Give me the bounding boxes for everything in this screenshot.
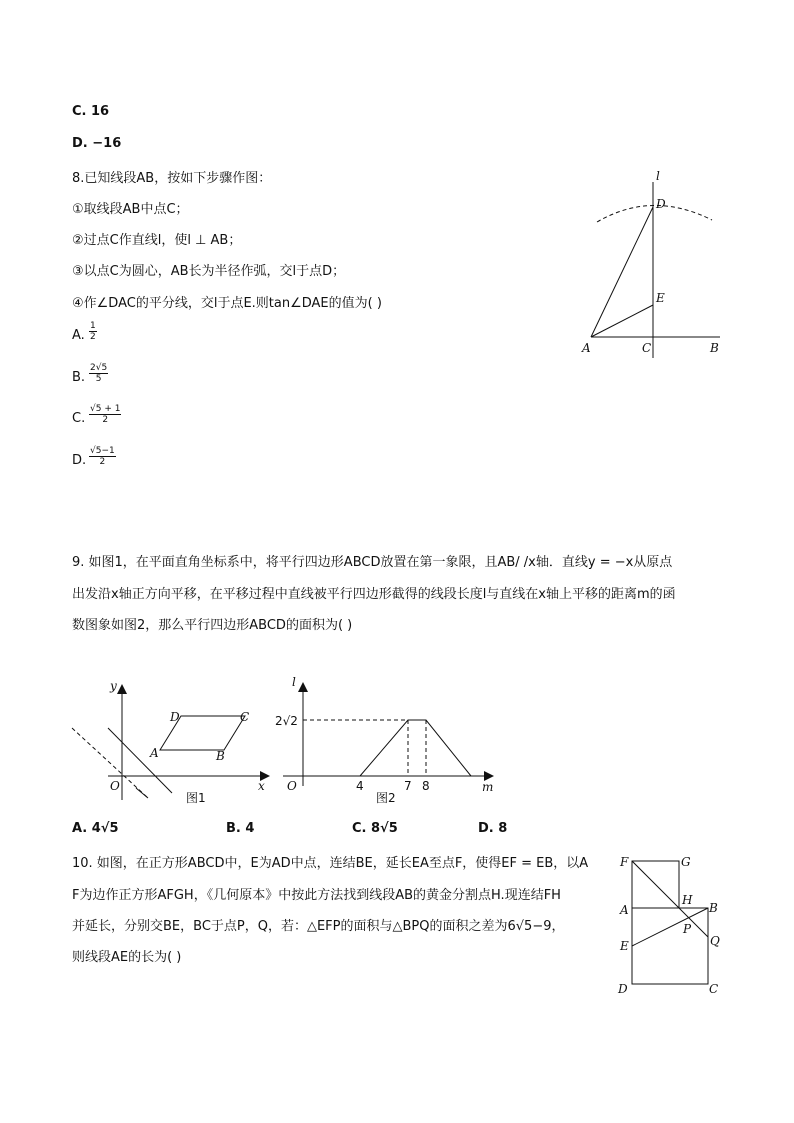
label-l: l xyxy=(292,675,296,689)
caption-fig2: 图2 xyxy=(376,791,396,805)
label-a: A xyxy=(582,341,591,355)
fraction-denominator: 2 xyxy=(90,332,96,342)
q9-option-b: B. 4 xyxy=(226,821,255,836)
q8-step3: ③以点C为圆心，AB长为半径作弧，交l于点D； xyxy=(72,264,346,279)
line-eb xyxy=(632,908,708,946)
option-letter: D. xyxy=(72,453,87,468)
tick-8: 8 xyxy=(422,779,430,793)
label-d: D xyxy=(170,710,180,724)
label-c: C xyxy=(240,710,250,724)
q9-line2: 出发沿x轴正方向平移，在平移过程中直线被平行四边形截得的线段长度l与直线在x轴上平移的距离m的函 xyxy=(72,587,676,602)
option-letter: A. xyxy=(72,328,85,343)
q9-option-a: A. 4√5 xyxy=(72,821,119,836)
label-q: Q xyxy=(710,934,720,948)
q7-option-d: D. −16 xyxy=(72,136,122,151)
label-o: O xyxy=(110,779,120,793)
caption-fig1: 图1 xyxy=(186,791,206,805)
label-x: x xyxy=(258,779,265,793)
label-a: A xyxy=(150,746,159,760)
option-letter: B. xyxy=(72,370,86,385)
label-f: F xyxy=(620,855,629,869)
label-e: E xyxy=(656,291,665,305)
tick-7: 7 xyxy=(404,779,412,793)
label-l: l xyxy=(656,169,660,183)
label-a: A xyxy=(620,903,629,917)
q9-option-d: D. 8 xyxy=(478,821,508,836)
fraction-numerator: √5−1 xyxy=(90,446,115,456)
option-letter: C. xyxy=(72,411,86,426)
fraction-numerator: 2√5 xyxy=(90,363,108,373)
fraction-denominator: 2 xyxy=(99,457,106,467)
label-e: E xyxy=(620,939,629,953)
fraction-denominator: 2 xyxy=(102,415,109,425)
label-2root2: 2√2 xyxy=(275,714,298,728)
line-fq xyxy=(632,861,708,937)
label-b: B xyxy=(710,341,719,355)
label-d: D xyxy=(618,982,628,996)
label-b: B xyxy=(709,901,718,915)
label-h: H xyxy=(682,893,693,907)
q10-line2: F为边作正方形AFGH，《几何原本》中按此方法找到线段AB的黄金分割点H.现连结FH xyxy=(72,888,561,903)
square-abcd xyxy=(632,908,708,984)
tick-4: 4 xyxy=(356,779,364,793)
label-m: m xyxy=(482,780,494,794)
fraction-numerator: 1 xyxy=(90,321,96,331)
q10-line3: 并延长，分别交BE，BC于点P，Q，若：△EFP的面积与△BPQ的面积之差为6√5−9， xyxy=(72,919,565,934)
label-b: B xyxy=(216,749,225,763)
fraction-denominator: 5 xyxy=(95,374,102,384)
q8-step4: ④作∠DAC的平分线，交l于点E.则tan∠DAE的值为( ) xyxy=(72,296,382,311)
label-c: C xyxy=(642,341,652,355)
label-c: C xyxy=(709,982,719,996)
q8-stem: 8.已知线段AB，按如下步骤作图： xyxy=(72,171,272,186)
label-y: y xyxy=(110,679,117,693)
q10-line4: 则线段AE的长为( ) xyxy=(72,950,182,965)
label-d: D xyxy=(656,197,666,211)
q7-option-c: C. 16 xyxy=(72,104,110,119)
label-g: G xyxy=(681,855,691,869)
q8-step2: ②过点C作直线l，使l ⊥ AB； xyxy=(72,233,242,248)
fraction-numerator: √5 + 1 xyxy=(90,404,121,414)
q8-step1: ①取线段AB中点C； xyxy=(72,202,189,217)
label-o: O xyxy=(287,779,297,793)
q9-line1: 9. 如图1，在平面直角坐标系中，将平行四边形ABCD放置在第一象限，且AB/ /x轴．直线y = −x从原点 xyxy=(72,555,673,570)
q10-line1: 10. 如图，在正方形ABCD中，E为AD中点，连结BE，延长EA至点F，使得EF = EB，以A xyxy=(72,856,589,871)
label-p: P xyxy=(683,922,692,936)
q9-line3: 数图象如图2，那么平行四边形ABCD的面积为( ) xyxy=(72,618,353,633)
q9-option-c: C. 8√5 xyxy=(352,821,398,836)
